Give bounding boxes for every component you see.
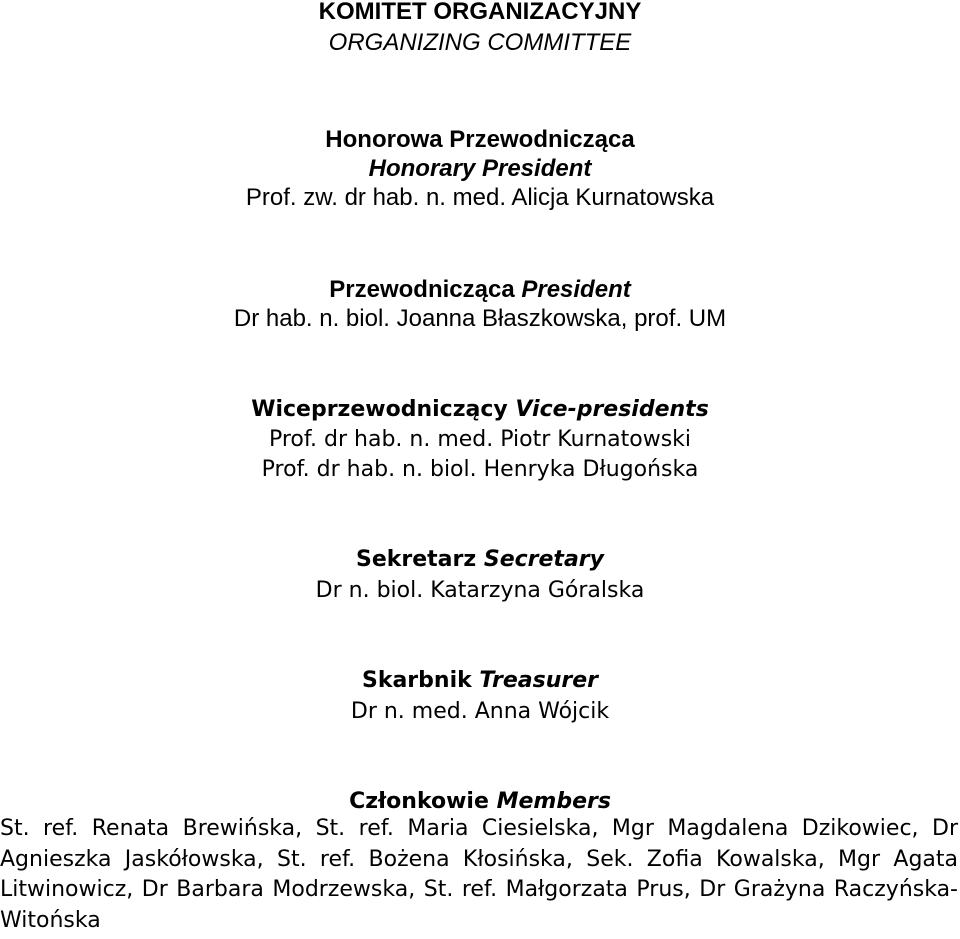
treasurer-label-en: Treasurer — [479, 668, 599, 693]
vice-president-name: Prof. dr hab. n. biol. Henryka Długońska — [261, 457, 699, 482]
treasurer-heading — [0, 666, 960, 696]
vice-presidents-label-pl: Wiceprzewodniczący — [251, 397, 508, 422]
treasurer-name: Dr n. med. Anna Wójcik — [350, 699, 610, 724]
president-name: Dr hab. n. biol. Joanna Błaszkowska, prof. UM — [233, 305, 727, 332]
honorary-president-label-pl: Honorowa Przewodnicząca — [325, 126, 635, 153]
president-label-pl: Przewodnicząca — [329, 276, 515, 303]
secretary-label-en: Secretary — [483, 547, 604, 572]
committee-title-en: ORGANIZING COMMITTEE — [328, 29, 632, 56]
vice-presidents-label-en: Vice-presidents — [515, 397, 709, 422]
members-label-en: Members — [496, 789, 611, 814]
secretary-name: Dr n. biol. Katarzyna Góralska — [315, 578, 645, 603]
honorary-president-name: Prof. zw. dr hab. n. med. Alicja Kurnatowska — [245, 184, 715, 211]
president-heading — [0, 275, 960, 305]
members-list: St. ref. Renata Brewińska, St. ref. Maria Ciesielska, Mgr Magdalena Dzikowiec, Dr Agnieszka Jaskółowska, St. ref. Bożena Kłosińska, Sek. Zofia Kowalska, Mgr Agata Litwinowicz, Dr Barbara Modrzewska, St. ref. Małgorzata Prus, Dr Grażyna Raczyńska-Witońska — [0, 816, 958, 933]
secretary-heading — [0, 545, 960, 575]
treasurer-label-pl: Skarbnik — [361, 668, 472, 693]
honorary-president-label-en: Honorary President — [368, 155, 592, 182]
members-label-pl: Członkowie — [349, 789, 489, 814]
members-heading — [0, 787, 960, 817]
committee-title-pl: KOMITET ORGANIZACYJNY — [318, 0, 642, 25]
president-label-en: President — [521, 276, 631, 303]
secretary-label-pl: Sekretarz — [356, 547, 477, 572]
vice-president-name: Prof. dr hab. n. med. Piotr Kurnatowski — [268, 427, 692, 452]
vice-presidents-heading — [0, 395, 960, 425]
